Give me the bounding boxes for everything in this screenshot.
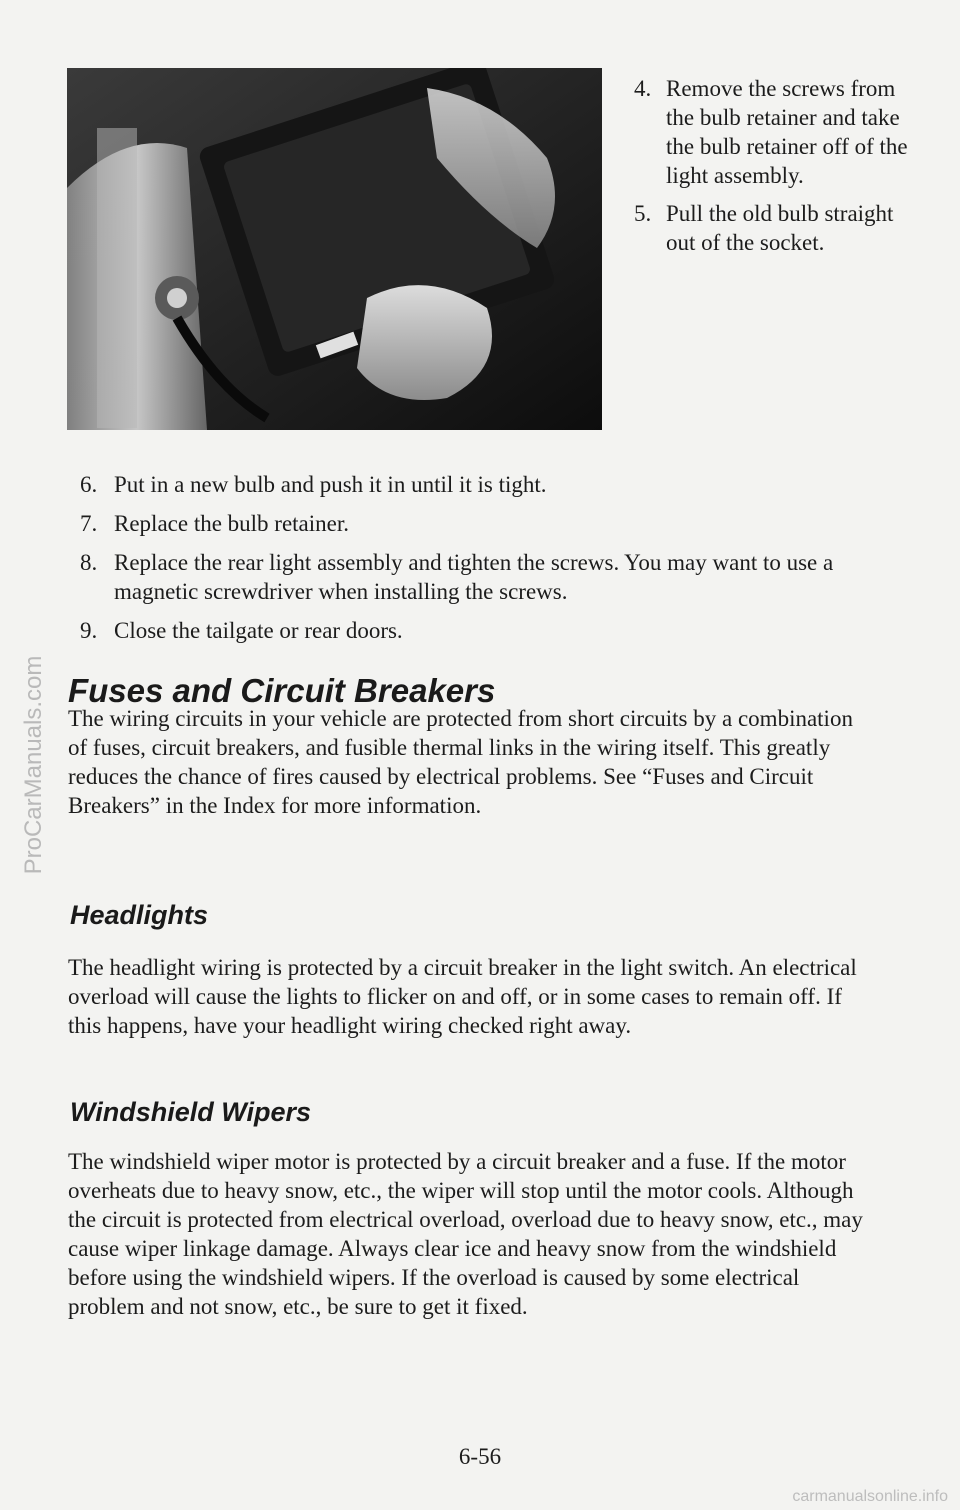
step-text: Close the tailgate or rear doors. (114, 618, 403, 643)
section-body: The wiring circuits in your vehicle are protected from short circuits by a combination of fuses, circuit breakers, and fusible thermal links in the wiring itself. This greatly reduces the chance of fires caused by electrical problems. See “Fuses and Circuit Breakers” in the Index for more information. (68, 706, 853, 818)
watermark-left (19, 540, 49, 990)
step-text: Put in a new bulb and push it in until it is tight. (114, 472, 547, 497)
step-4 (620, 74, 920, 190)
step-number: 4. (634, 76, 652, 101)
step-text: Replace the rear light assembly and tighten the screws. You may want to use a magnetic screwdriver when installing the screws. (114, 550, 834, 604)
steps-list (68, 470, 888, 655)
section-title: Fuses and Circuit Breakers (68, 672, 496, 709)
wipers-body: The windshield wiper motor is protected by a circuit breaker and a fuse. If the motor overheats due to heavy snow, etc., the wiper will stop until the motor cools. Although the circuit is protected from electrical overload, overload due to heavy snow, etc., may cause wiper linkage damage. Always clear ice and heavy snow from the windshield before using the windshield wipers. If the overload is caused by some electrical problem and not snow, etc., be sure to get it fixed. (68, 1149, 863, 1319)
step-8 (68, 548, 888, 606)
step-number: 8. (80, 550, 98, 575)
step-6 (68, 470, 888, 499)
step-text: Pull the old bulb straight out of the socket. (666, 201, 894, 255)
step-7 (68, 509, 888, 538)
watermark-bottom: carmanualsonline.info (792, 1488, 948, 1505)
step-number: 9. (80, 618, 98, 643)
photo-illustration (67, 68, 602, 430)
step-text: Replace the bulb retainer. (114, 511, 350, 536)
step-number: 5. (634, 201, 652, 226)
step-number: 6. (80, 472, 98, 497)
side-steps-list (620, 74, 920, 266)
page-number: 6-56 (458, 1444, 502, 1469)
step-text: Remove the screws from the bulb retainer and take the bulb retainer off of the light assembly. (666, 76, 908, 188)
rear-light-assembly-photo (67, 68, 602, 430)
step-9 (68, 616, 888, 645)
headlights-body: The headlight wiring is protected by a circuit breaker in the light switch. An electrical overload will cause the lights to flicker on and off, or in some cases to remain off. If this happens, have your headlight wiring checked right away. (68, 955, 857, 1038)
watermark-left-text: ProCarManuals.com (20, 655, 47, 875)
step-5 (620, 199, 920, 257)
step-number: 7. (80, 511, 98, 536)
wipers-title: Windshield Wipers (70, 1097, 312, 1127)
headlights-title: Headlights (70, 900, 209, 930)
